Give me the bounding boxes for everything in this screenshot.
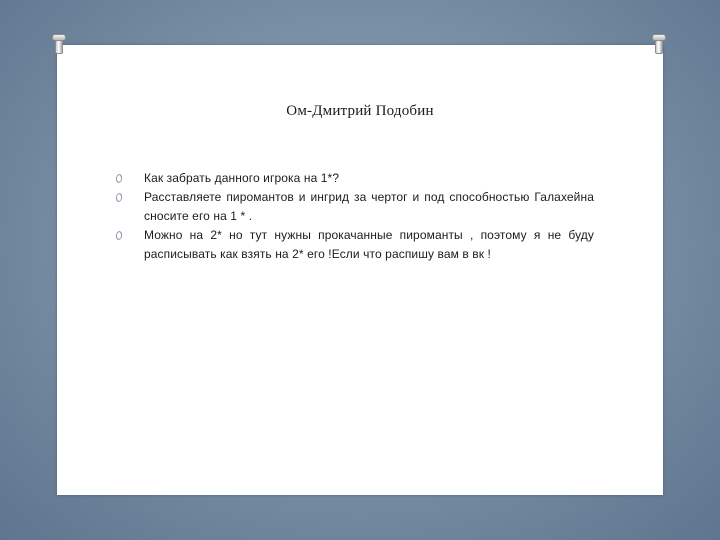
- hollow-oval-bullet-icon: [115, 192, 122, 203]
- bullet-item: [116, 169, 594, 188]
- hollow-oval-bullet-icon: [115, 173, 122, 184]
- bullet-text: Как забрать данного игрока на 1*?: [144, 171, 340, 185]
- bullet-list: [116, 169, 594, 264]
- bullet-text: Расставляете пиромантов и ингрид за чертог и под способностью Галахейна сносите его на 1 * .: [144, 190, 594, 223]
- slide-title: Ом-Дмитрий Подобин: [286, 103, 434, 119]
- bullet-item: [116, 188, 594, 226]
- bullet-text: Можно на 2* но тут нужны прокачанные пироманты , поэтому я не буду расписывать как взять на 2* его !Если что распишу вам в вк !: [144, 228, 594, 261]
- pushpin-left-icon: [51, 34, 67, 56]
- bullet-item: [116, 226, 594, 264]
- pushpin-right-icon: [651, 34, 667, 56]
- hollow-oval-bullet-icon: [115, 230, 122, 241]
